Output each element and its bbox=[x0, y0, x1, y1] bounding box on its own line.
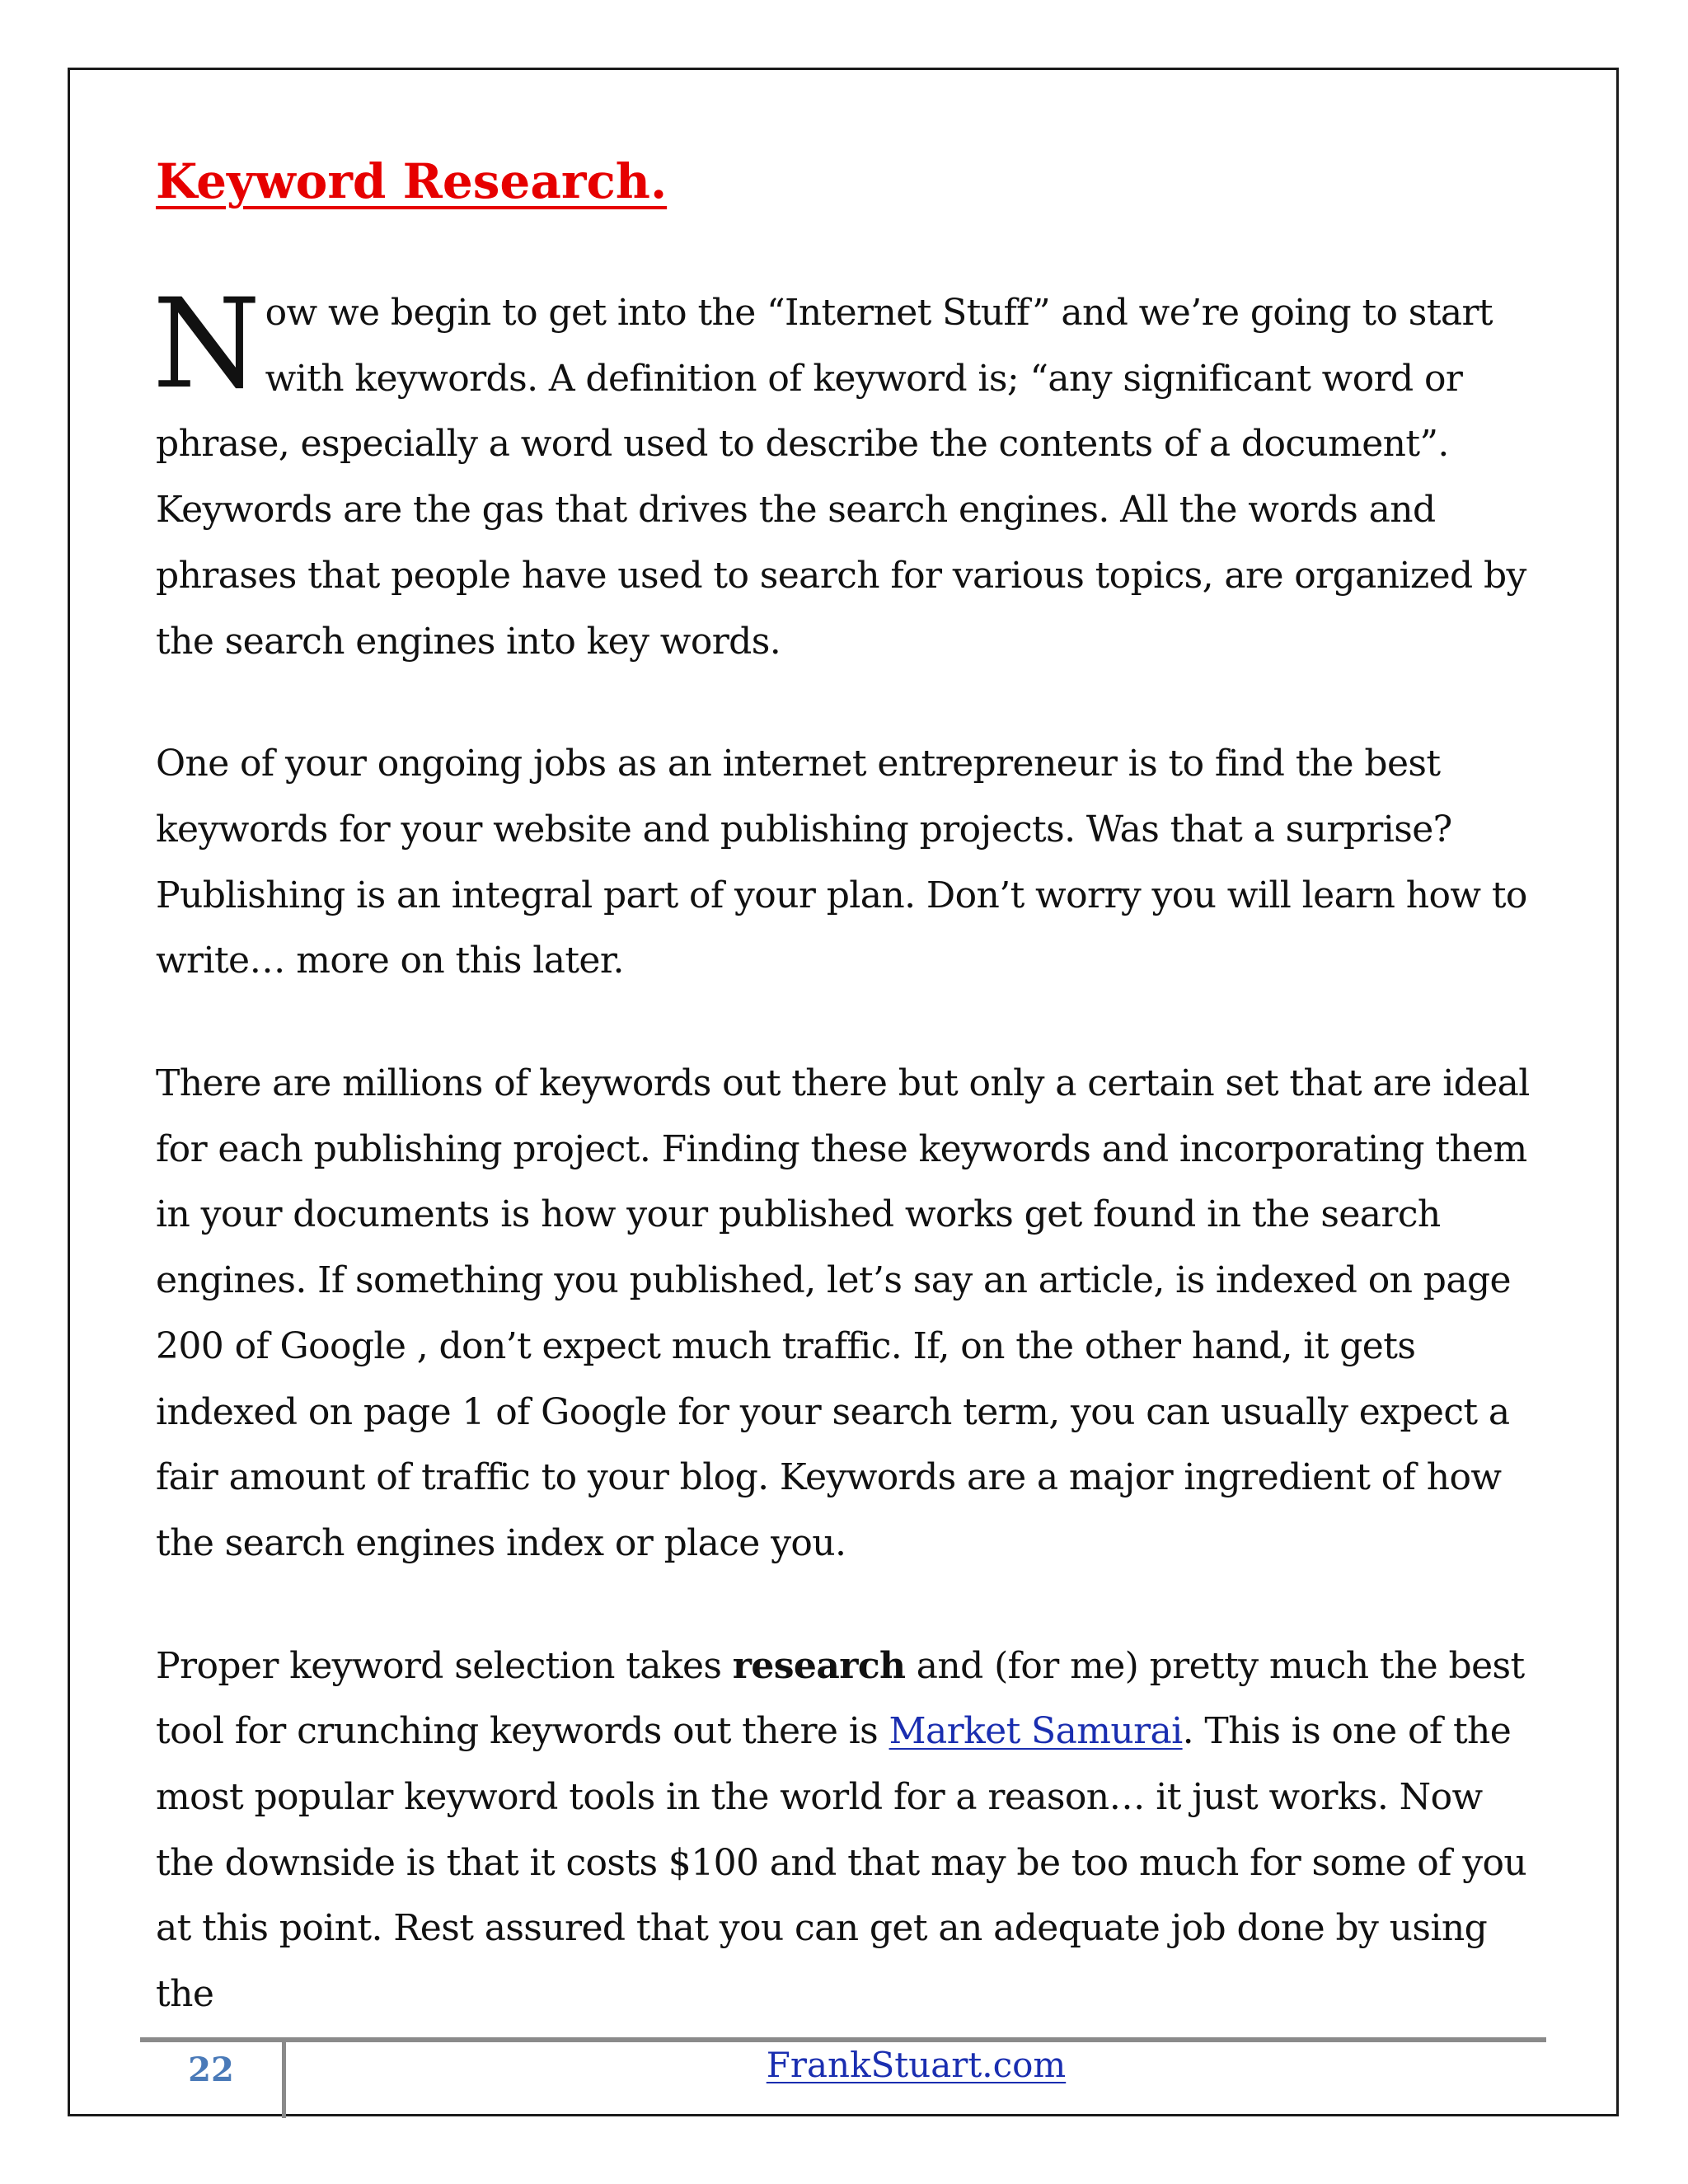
emphasis-research: research bbox=[732, 1644, 906, 1687]
drop-cap: N bbox=[152, 273, 260, 416]
page-number: 22 bbox=[188, 2050, 234, 2089]
paragraph-selection bbox=[156, 1633, 1549, 2027]
paragraph-millions: There are millions of keywords out there but only a certain set that are ideal for each publishing project. Finding these keywords and incorporating them in your documents is how your published works get found in the search engines. If something you published, let’s say an article, is indexed on page 200 of Google , don’t expect much traffic. If, on the other hand, it gets indexed on page 1 of Google for your search term, you can usually expect a fair amount of traffic to your blog. Keywords are a major ingredient of how the search engines index or place you. bbox=[156, 1062, 1530, 1564]
market-samurai-link[interactable]: Market Samurai bbox=[889, 1710, 1183, 1753]
paragraph-jobs: One of your ongoing jobs as an internet entrepreneur is to find the best keywords for your website and publishing projects. Was that a surprise? Publishing is an integral part of your plan. Don’t worry you will learn how to write… more on this later. bbox=[156, 743, 1527, 982]
section-heading: Keyword Research. bbox=[156, 153, 668, 209]
page-content bbox=[152, 148, 1549, 2027]
paragraph-selection-text-a: Proper keyword selection takes bbox=[156, 1644, 733, 1687]
paragraph-selection-text-b: and (for me) pretty much the best tool for crunching keywords out there is bbox=[156, 1644, 1525, 1753]
paragraph-selection-text-c: . This is one of the most popular keyword tools in the world for a reason… it just works. Now the downside is that it costs $100 and that may be too much for some of you at this point. Rest assured that you can get an adequate job done by using the bbox=[156, 1710, 1527, 2016]
footer-site-link[interactable]: FrankStuart.com bbox=[766, 2045, 1067, 2085]
paragraph-intro-text: ow we begin to get into the “Internet Stuff” and we’re going to start with keywords. A definition of keyword is; “any significant word or phrase, especially a word used to describe the contents of a document”. Keywords are the gas that drives the search engines. All the words and phrases that people have used to search for various topics, are organized by the search engines into key words. bbox=[156, 292, 1526, 663]
paragraph-intro bbox=[152, 273, 1549, 674]
